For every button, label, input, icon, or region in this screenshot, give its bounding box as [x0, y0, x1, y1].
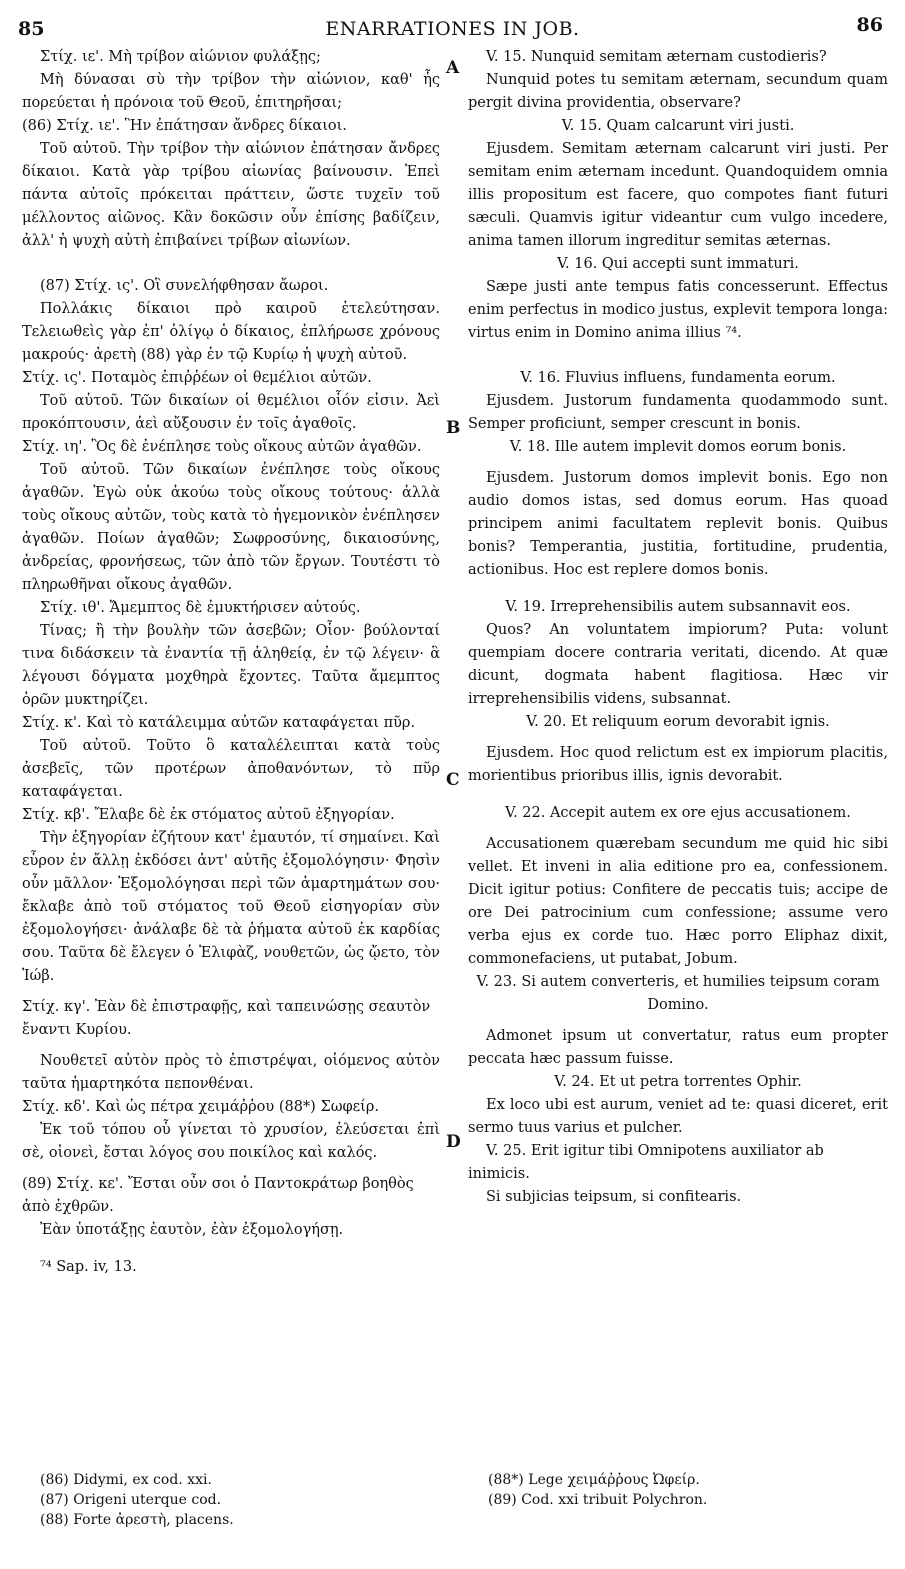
footnote: (89) Cod. xxi tribuit Polychron.: [488, 1492, 708, 1508]
greek-commentary: Τοῦ αὐτοῦ. Τοῦτο ὃ καταλέλειπται κατὰ τοὺς ἀσεβεῖς, τῶν προτέρων ἀποθανόντων, τὸ πῦρ καταφάγεται.: [22, 738, 440, 800]
latin-commentary: Accusationem quærebam secundum me quid hic sibi vellet. Et inveni in alia editione pro ea, confessionem. Dicit igitur potius: Confitere de peccatis tuis; accipe de ore Dei patrocinium cum confessione; assume vero verba ejus ex corde tuo. Hæc porro Eliphaz dixit, commonefaciens, ut putabat, Jobum.: [468, 836, 888, 967]
greek-verse: Στίχ. κδ'. Καὶ ὡς πέτρα χειμάῤῥου (88*) Σωφείρ.: [22, 1099, 380, 1115]
greek-commentary: Τοῦ αὐτοῦ. Τῶν δικαίων ἐνέπλησε τοὺς οἴκους ἀγαθῶν. Ἐγὼ οὐκ ἀκούω τοὺς οἴκους τούτους· ἀλλὰ τοὺς οἴκους αὐτῶν, τοὺς κατὰ τὸ ἡγεμονικὸν ἐνέπλησεν ἀγαθῶν. Ποίων ἀγαθῶν; Σωφροσύνης, δικαιοσύνης, ἀνδρείας, φρονήσεως, τῶν ἀπὸ τῶν ἔργων. Τουτέστι τὸ πληρωθῆναι οἴκους ἀγαθῶν.: [22, 462, 440, 593]
running-title: ENARRATIONES IN JOB.: [325, 18, 580, 40]
latin-verse: V. 20. Et reliquum eorum devorabit ignis.: [526, 714, 830, 730]
latin-verse: V. 18. Ille autem implevit domos eorum bonis.: [509, 439, 847, 455]
latin-verse: V. 23. Si autem converteris, et humilies teipsum coram Domino.: [476, 974, 880, 1013]
margin-letter-b: B: [446, 418, 461, 438]
footnote: (87) Origeni uterque cod.: [40, 1492, 222, 1508]
latin-verse: V. 25. Erit igitur tibi Omnipotens auxiliator ab inimicis.: [468, 1143, 824, 1182]
footnotes-right: [488, 1470, 888, 1510]
margin-letter-a: A: [446, 58, 460, 78]
greek-verse: Στίχ. κβ'. Ἔλαβε δὲ ἐκ στόματος αὐτοῦ ἐξηγορίαν.: [22, 807, 395, 823]
footnote: (88*) Lege χειμάῤῥους Ὠφείρ.: [488, 1472, 700, 1488]
greek-commentary: Τὴν ἐξηγορίαν ἐζήτουν κατ' ἐμαυτόν, τί σημαίνει. Καὶ εὗρον ἐν ἄλλῃ ἐκδόσει ἀντ' αὐτῆς ἐξομολόγησιν· Φησὶν οὖν μᾶλλον· Ἐξομολόγησαι περὶ τῶν ἁμαρτημάτων σου· ἔκλαβε ἀπὸ τοῦ στόματος τοῦ Θεοῦ εἰσηγορίαν σὺν ἐξομολογήσει· ἀνάλαβε δὲ τὰ ῥήματα αὐτοῦ ἐκ καρδίας σου. Ταῦτα δὲ ἔλεγεν ὁ Ἐλιφὰζ, νουθετῶν, ὡς ᾤετο, τὸν Ἰώβ.: [22, 830, 440, 984]
latin-commentary: Admonet ipsum ut convertatur, ratus eum propter peccata hæc passum fuisse.: [468, 1028, 888, 1067]
page-number-right: 86: [856, 14, 883, 36]
greek-verse: Στίχ. ιε'. Μὴ τρίβον αἰώνιον φυλάξῃς;: [40, 49, 321, 65]
greek-verse: (86) Στίχ. ιε'. Ἣν ἐπάτησαν ἄνδρες δίκαιοι.: [22, 118, 347, 134]
greek-commentary: Πολλάκις δίκαιοι πρὸ καιροῦ ἐτελεύτησαν. Τελειωθεὶς γὰρ ἐπ' ὀλίγῳ ὁ δίκαιος, ἐπλήρωσε χρόνους μακρούς· ἀρετὴ (88) γὰρ ἐν τῷ Κυρίῳ ἡ ψυχὴ αὐτοῦ.: [22, 301, 440, 363]
latin-commentary: Ejusdem. Hoc quod relictum est ex impiorum placitis, morientibus prioribus illis, ignis devorabit.: [468, 745, 888, 784]
latin-column: [468, 46, 888, 1209]
greek-commentary: Ἐὰν ὑποτάξῃς ἑαυτὸν, ἐὰν ἐξομολογήσῃ.: [40, 1222, 344, 1238]
latin-verse: V. 24. Et ut petra torrentes Ophir.: [554, 1074, 802, 1090]
greek-commentary: Νουθετεῖ αὐτὸν πρὸς τὸ ἐπιστρέψαι, οἰόμενος αὐτὸν ταῦτα ἡμαρτηκότα πεπονθέναι.: [22, 1053, 440, 1092]
greek-verse: (89) Στίχ. κε'. Ἔσται οὖν σοι ὁ Παντοκράτωρ βοηθὸς ἀπὸ ἐχθρῶν.: [22, 1176, 414, 1215]
greek-verse: Στίχ. ις'. Ποταμὸς ἐπιῤῥέων οἱ θεμέλιοι αὐτῶν.: [22, 370, 372, 386]
latin-commentary: Quos? An voluntatem impiorum? Puta: volunt quempiam docere contraria veritati, dicendo. At quæ dicunt, dogmata habent flagitiosa. Hæc vir irreprehensibilis videns, subsannat.: [468, 622, 888, 707]
latin-verse: V. 16. Qui accepti sunt immaturi.: [557, 256, 799, 272]
latin-commentary: Ex loco ubi est aurum, veniet ad te: quasi diceret, erit sermo tuus varius et pulcher.: [468, 1097, 888, 1136]
scripture-footnote: ⁷⁴ Sap. iv, 13.: [40, 1259, 137, 1275]
greek-commentary: Τοῦ αὐτοῦ. Τὴν τρίβον τὴν αἰώνιον ἐπάτησαν ἄνδρες δίκαιοι. Κατὰ γὰρ τρίβου αἰωνίας βαίνουσιν. Ἐπεὶ πάντα αὐτοῖς πρόκειται πράττειν, ὥστε τυχεῖν τοῦ μέλλοντος αἰῶνος. Κἂν δοκῶσιν οὖν ἐπίσης βαδίζειν, ἀλλ' ἡ ψυχὴ αὐτὴ ἐπιβαίνει τρίβων αἰωνίων.: [22, 141, 440, 249]
greek-verse: Στίχ. κγ'. Ἐὰν δὲ ἐπιστραφῇς, καὶ ταπεινώσῃς σεαυτὸν ἔναντι Κυρίου.: [22, 999, 431, 1038]
margin-letter-c: C: [446, 770, 460, 790]
latin-commentary: Si subjicias teipsum, si confitearis.: [486, 1189, 742, 1205]
greek-verse: Στίχ. ιη'. Ὃς δὲ ἐνέπλησε τοὺς οἴκους αὐτῶν ἀγαθῶν.: [22, 439, 422, 455]
page-number-left: 85: [18, 18, 45, 40]
latin-verse: V. 15. Nunquid semitam æternam custodieris?: [486, 49, 827, 65]
footnotes-left: [40, 1470, 440, 1530]
latin-verse: V. 19. Irreprehensibilis autem subsannavit eos.: [505, 599, 851, 615]
latin-verse: V. 15. Quam calcarunt viri justi.: [561, 118, 795, 134]
latin-verse: V. 16. Fluvius influens, fundamenta eorum.: [520, 370, 836, 386]
footnote: (86) Didymi, ex cod. xxi.: [40, 1472, 212, 1488]
greek-commentary: Ἐκ τοῦ τόπου οὗ γίνεται τὸ χρυσίον, ἐλεύσεται ἐπὶ σὲ, οἱονεὶ, ἔσται λόγος σου ποικίλος καὶ καλός.: [22, 1122, 440, 1161]
latin-verse: V. 22. Accepit autem ex ore ejus accusationem.: [505, 805, 851, 821]
greek-verse: Στίχ. κ'. Καὶ τὸ κατάλειμμα αὐτῶν καταφάγεται πῦρ.: [22, 715, 416, 731]
footnote: (88) Forte ἀρεστὴ, placens.: [40, 1512, 234, 1528]
greek-commentary: Τοῦ αὐτοῦ. Τῶν δικαίων οἱ θεμέλιοι οἷόν εἰσιν. Ἀεὶ προκόπτουσιν, ἀεὶ αὔξουσιν ἐν τοῖς ἀγαθοῖς.: [22, 393, 440, 432]
latin-commentary: Ejusdem. Semitam æternam calcarunt viri justi. Per semitam enim æternam incedunt. Quandoquidem omnia illis propositum est facere, quo compotes fiant futuri sæculi. Quamvis igitur videantur cum vulgo incedere, anima tamen illorum ingreditur semitas æternas.: [468, 141, 888, 249]
greek-verse: (87) Στίχ. ις'. Οἳ συνελήφθησαν ἄωροι.: [40, 278, 329, 294]
latin-commentary: Ejusdem. Justorum fundamenta quodammodo sunt. Semper proficiunt, semper crescunt in bonis.: [468, 393, 888, 432]
greek-column: [22, 46, 440, 1279]
latin-commentary: Ejusdem. Justorum domos implevit bonis. Ego non audio domos istas, sed domus eorum. Has quoad principem animi facultatem replevit bonis. Quibus bonis? Temperantia, justitia, fortitudine, prudentia, actionibus. Hoc est replere domos bonis.: [468, 470, 888, 578]
margin-letter-d: D: [446, 1132, 461, 1152]
greek-commentary: Μὴ δύνασαι σὺ τὴν τρίβον τὴν αἰώνιον, καθ' ἧς πορεύεται ἡ πρόνοια τοῦ Θεοῦ, ἐπιτηρῆσαι;: [22, 72, 440, 111]
latin-commentary: Sæpe justi ante tempus fatis concesserunt. Effectus enim perfectus in modico justus, explevit tempora longa: virtus enim in Domino anima illius ⁷⁴.: [468, 279, 888, 341]
latin-commentary: Nunquid potes tu semitam æternam, secundum quam pergit divina providentia, observare?: [468, 72, 888, 111]
greek-verse: Στίχ. ιθ'. Ἄμεμπτος δὲ ἐμυκτήρισεν αὐτούς.: [40, 600, 361, 616]
greek-commentary: Τίνας; ἢ τὴν βουλὴν τῶν ἀσεβῶν; Οἷον· βούλονταί τινα διδάσκειν τὰ ἐναντία τῇ ἀληθείᾳ, ἐν τῷ λέγειν· ἃ λέγουσι δόγματα μοχθηρὰ ἔχοντες. Ταῦτα ἄμεμπτος ὁρῶν μυκτηρίζει.: [22, 623, 440, 708]
